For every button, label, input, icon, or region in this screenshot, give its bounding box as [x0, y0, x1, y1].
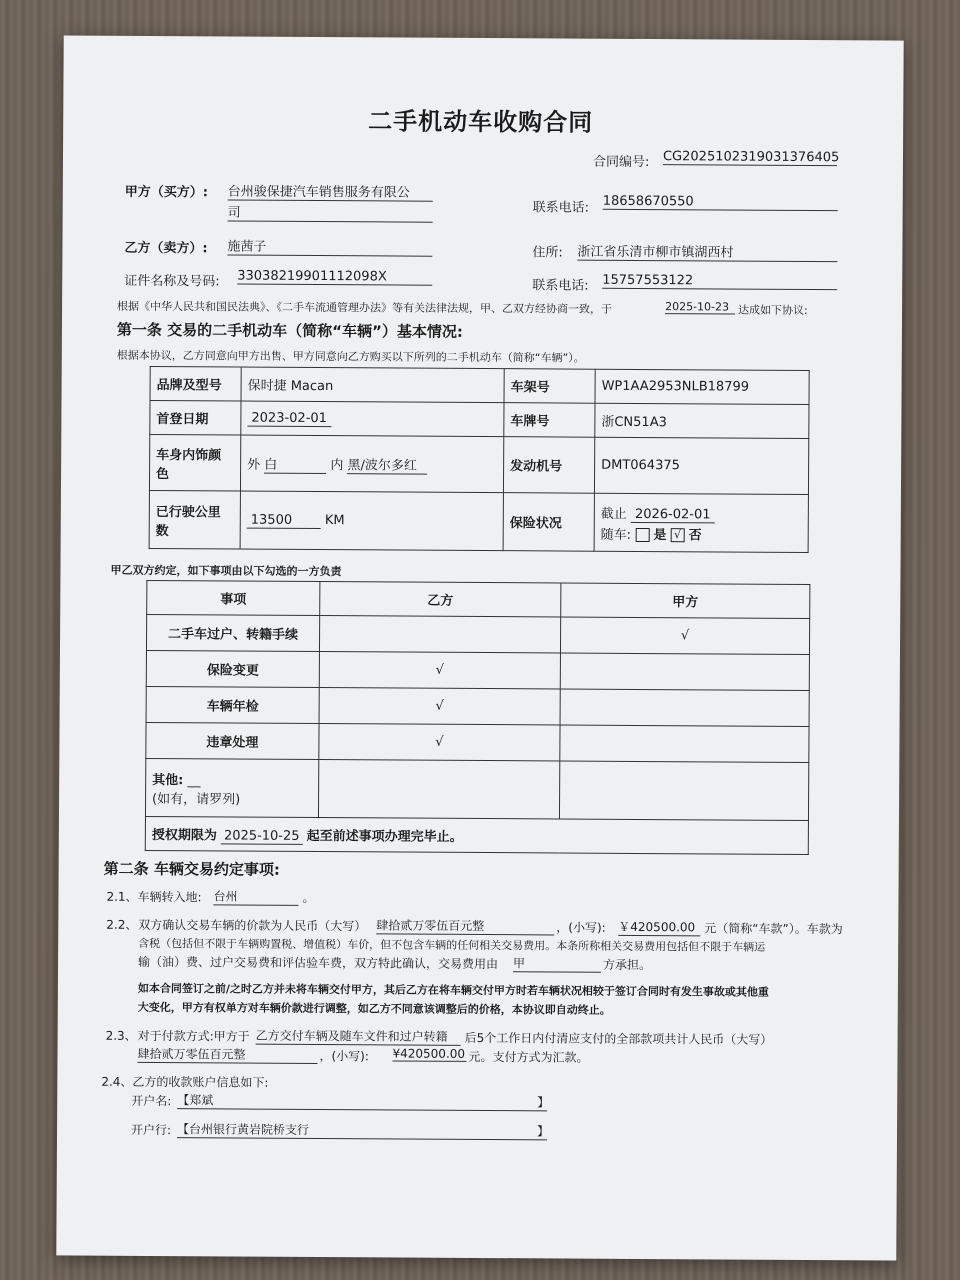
mileage-cell: [240, 491, 503, 551]
contract-no-label: 合同编号:: [592, 154, 650, 171]
ext-color: 白: [264, 453, 326, 473]
duty-other-note: (如有，请罗列): [152, 791, 241, 808]
duty-other-value: __: [187, 772, 201, 788]
reg-label: 首登日期: [150, 400, 241, 435]
party-a-label: 甲方（买方）:: [124, 184, 209, 201]
duties-head-b: 乙方: [320, 582, 561, 617]
article1-heading: 第一条 交易的二手机动车（简称“车辆”）基本情况:: [116, 320, 463, 341]
reg-cell: [241, 401, 504, 437]
duty-other-label: 其他:: [152, 772, 184, 788]
c23-p2: 后5个工作日内付清应支付的全部款项共计人民币（大写）: [464, 1030, 773, 1047]
c22-line3: 输（油）费、过户交易费和评估验车费，双方特此确认，交易费用由: [138, 954, 499, 972]
article2-heading: 第二条 车辆交易约定事项:: [103, 859, 280, 879]
vin-label: 车架号: [504, 369, 595, 404]
ins-yes-label: 是: [653, 527, 667, 543]
contract-paper: [56, 35, 903, 1260]
vehicle-table: [149, 366, 810, 553]
duty-b-check[interactable]: [319, 616, 560, 653]
acc-name-bracket-close: 】: [537, 1095, 550, 1110]
vin-value: WP1AA2953NLB18799: [595, 369, 809, 404]
auth-label: 授权期限为: [151, 827, 217, 844]
c23-cond: 乙方交付车辆及随车文件和过户转籍: [256, 1027, 461, 1046]
party-a-name-line2: 司: [228, 201, 433, 222]
duty-b-check[interactable]: √: [319, 652, 560, 689]
party-b-phone: 15757553122: [602, 273, 837, 290]
brand-value: 保时捷 Macan: [241, 367, 504, 403]
color-label-1: 车身内饰颜: [156, 447, 222, 463]
c23-upper: 肆拾贰万零伍百元整: [137, 1045, 317, 1064]
color-cell: [240, 435, 503, 493]
acc-name-field: [177, 1091, 550, 1111]
ins-no-label: 否: [688, 527, 702, 543]
c23-amount: ¥420500.00: [392, 1046, 466, 1061]
duty-b-check[interactable]: √: [319, 688, 560, 725]
c22-p1: 双方确认交易车辆的价款为人民币（大写）: [138, 917, 367, 934]
mileage-label-2: 数: [155, 523, 169, 539]
c22-bold2: 大变化，甲方有权单方对车辆价款进行调整，如乙方不同意该调整后的价格，本协议即自动终止。: [137, 1000, 611, 1017]
contract-no-value: CG2025102319031376405: [662, 149, 840, 166]
c23-no: 2.3、: [105, 1028, 137, 1043]
duties-caption: 甲乙双方约定，如下事项由以下勾选的一方负责: [110, 563, 342, 579]
c22-p3: 元（简称“车款”）。车款为: [704, 921, 843, 937]
party-b-id-no: 33038219901112098X: [237, 269, 432, 286]
duty-item: 违章处理: [146, 722, 319, 759]
ins-no-checkbox[interactable]: √: [670, 528, 684, 542]
auth-date: 2025-10-25: [221, 828, 303, 844]
duty-b-check[interactable]: √: [319, 724, 560, 761]
engine-label: 发动机号: [503, 437, 594, 494]
duty-a-check[interactable]: √: [560, 617, 809, 655]
auth-suffix: 起至前述事项办理完毕止。: [306, 828, 463, 845]
acc-bank-bracket-close: 】: [537, 1124, 550, 1139]
party-b-name: 施茜子: [227, 235, 432, 256]
acc-name-label: 开户名:: [131, 1093, 172, 1109]
c23-p1: 对于付款方式:甲方于: [137, 1028, 250, 1044]
duty-item: 保险变更: [146, 650, 319, 687]
ins-yes-checkbox[interactable]: [635, 528, 649, 542]
c22-bold1: 如本合同签订之前/之时乙方并未将车辆交付甲方，其后乙方在将车辆交付甲方时若车辆状况相较于签订合同时有发生事故或其他重: [137, 981, 769, 999]
party-b-id-label: 证件名称及号码:: [124, 273, 220, 290]
page-title: 二手机动车收购合同: [368, 107, 594, 137]
c22-no: 2.2、: [106, 917, 138, 932]
intro-date: 2025-10-23: [665, 300, 735, 314]
duty-other-a[interactable]: [559, 761, 808, 821]
ins-cell: [594, 493, 808, 552]
acc-bank: 台州银行黄岩院桥支行: [189, 1122, 310, 1137]
party-b-phone-label: 联系电话:: [532, 278, 589, 294]
c22-line2: 含税（包括但不限于车辆购置税、增值税）车价，但不包含车辆的任何相关交易费用。本条所称相关交易费用包括但不限于车辆运: [138, 936, 766, 954]
duty-other-cell: [145, 758, 318, 817]
ins-with-label: 随车:: [600, 527, 632, 543]
acc-bank-bracket-open: 【: [177, 1122, 190, 1137]
duty-item: 二手车过户、转籍手续: [146, 614, 319, 651]
color-label-2: 色: [156, 466, 170, 482]
party-a-phone-label: 联系电话:: [532, 200, 590, 216]
int-prefix: 内: [330, 457, 344, 473]
ext-prefix: 外: [247, 457, 261, 473]
int-color: 黑/波尔多红: [348, 454, 428, 474]
c24-label: 2.4、乙方的收款账户信息如下:: [101, 1074, 269, 1090]
brand-label: 品牌及型号: [150, 366, 241, 401]
acc-bank-label: 开户行:: [131, 1122, 172, 1138]
party-a-name-line1: 台州骏保捷汽车销售服务有限公: [228, 180, 433, 201]
reg-value: 2023-02-01: [247, 411, 331, 428]
c22-party: 甲: [513, 954, 601, 973]
intro-suffix: 达成如下协议:: [738, 303, 808, 317]
acc-bank-field: [177, 1120, 550, 1140]
party-b-address: 浙江省乐清市柳市镇湖西村: [577, 241, 837, 263]
plate-value: 浙CN51A3: [595, 403, 809, 438]
mileage-unit: KM: [324, 512, 345, 528]
duty-a-check[interactable]: [560, 725, 809, 763]
c23-p3: ，(小写):: [319, 1049, 369, 1064]
duty-item: 车辆年检: [146, 686, 319, 723]
party-b-label: 乙方（卖方）:: [124, 240, 208, 257]
c21-label: 2.1、车辆转入地:: [106, 889, 202, 905]
c22-line3-end: 方承担。: [603, 957, 652, 973]
duty-a-check[interactable]: [560, 653, 809, 691]
plate-label: 车牌号: [504, 403, 595, 438]
ins-label: 保险状况: [503, 493, 594, 552]
ins-until-label: 截止: [600, 506, 627, 522]
mileage-label: [149, 490, 240, 549]
engine-value: DMT064375: [594, 437, 808, 494]
c21-end: 。: [302, 890, 315, 905]
acc-name-bracket-open: 【: [177, 1093, 190, 1108]
mileage-label-1: 已行驶公里: [155, 504, 221, 520]
ins-until: 2026-02-01: [631, 506, 715, 523]
duty-other-b[interactable]: [318, 760, 559, 819]
c23-p4: 元。支付方式为汇款。: [468, 1049, 589, 1065]
duties-head-item: 事项: [147, 580, 320, 615]
duties-table: [145, 580, 811, 855]
intro-text: 根据《中华人民共和国民法典》、《二手车流通管理办法》等有关法律法规，甲、乙双方经协商一致，于: [117, 299, 613, 316]
duty-a-check[interactable]: [560, 689, 809, 727]
auth-cell: [145, 816, 808, 854]
color-label: [149, 434, 240, 491]
c22-amount: ￥420500.00: [618, 918, 700, 937]
party-b-address-label: 住所:: [532, 245, 563, 261]
mileage-value: 13500: [247, 512, 321, 528]
party-a-phone: 18658670550: [603, 194, 838, 211]
c22-p2: ，(小写):: [556, 920, 606, 935]
acc-name: 郑斌: [189, 1093, 214, 1108]
article1-sub: 根据本协议，乙方同意向甲方出售、甲方同意向乙方购买以下所列的二手机动车（简称“车辆”）。: [116, 348, 585, 365]
duties-head-a: 甲方: [561, 583, 810, 619]
c21-value: 台州: [213, 887, 298, 906]
c22-upper: 肆拾贰万零伍百元整: [376, 916, 554, 935]
